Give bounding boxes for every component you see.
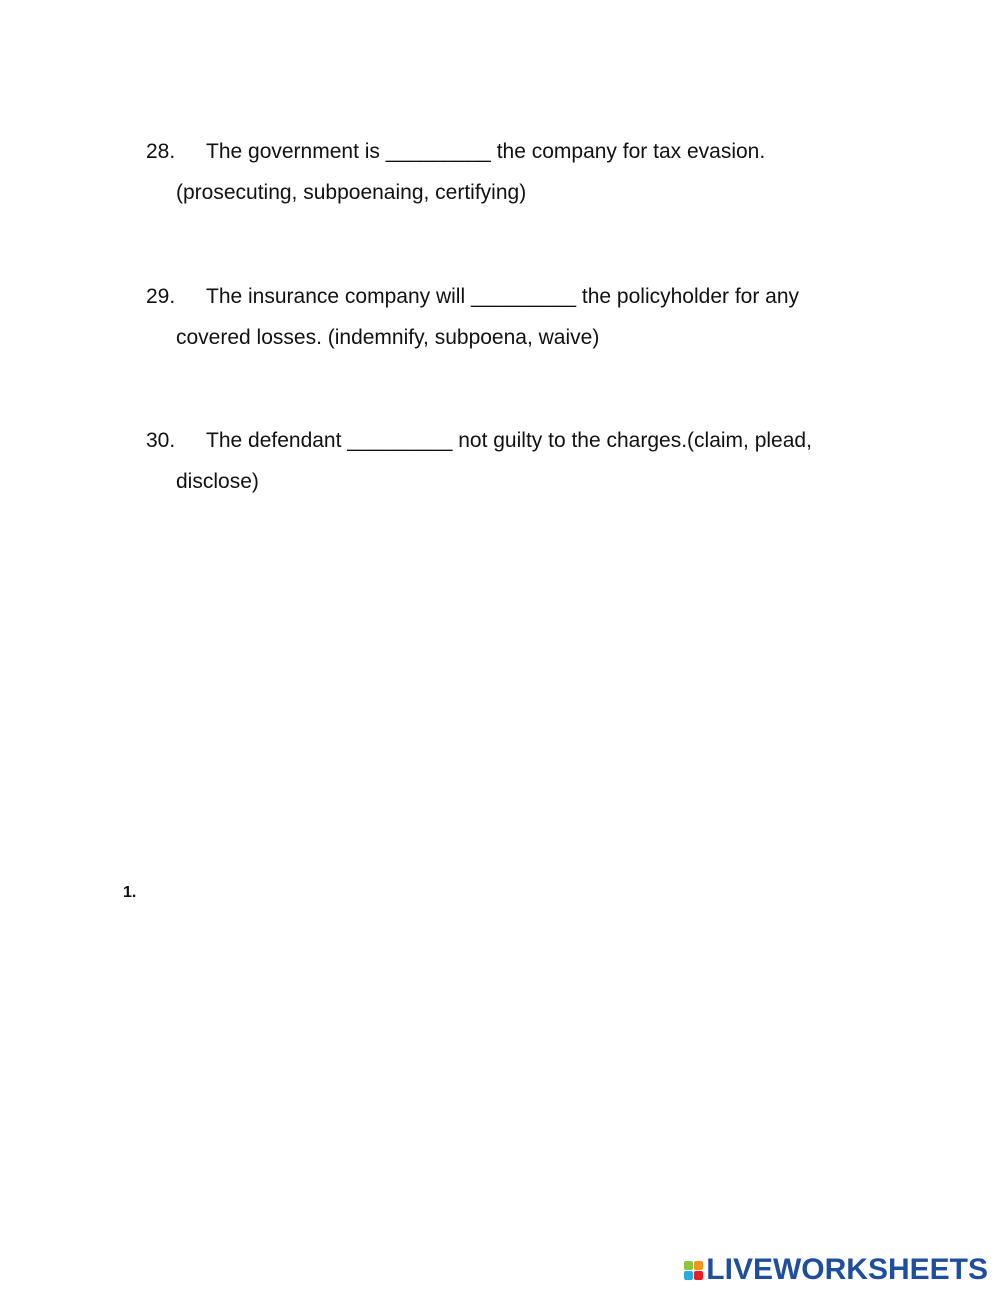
question-number: 28.	[146, 140, 176, 163]
question-text: The government is _________ the company for tax evasion.	[206, 140, 766, 163]
question-28	[146, 131, 886, 213]
logo-text: LIVEWORKSHEETS	[706, 1253, 988, 1286]
question-options: covered losses. (indemnify, subpoena, waive)	[176, 326, 600, 349]
footnote-number: 1.	[123, 884, 137, 901]
question-number: 29.	[146, 285, 176, 308]
question-text: The defendant _________ not guilty to the charges.(claim, plead,	[206, 429, 812, 452]
question-text: The insurance company will _________ the policyholder for any	[206, 285, 800, 308]
question-29	[146, 276, 886, 358]
question-30	[146, 420, 886, 502]
question-number: 30.	[146, 429, 176, 452]
question-options: disclose)	[176, 470, 259, 493]
logo-mark-icon	[684, 1261, 703, 1280]
question-options: (prosecuting, subpoenaing, certifying)	[176, 181, 527, 204]
liveworksheets-logo	[684, 1254, 988, 1286]
